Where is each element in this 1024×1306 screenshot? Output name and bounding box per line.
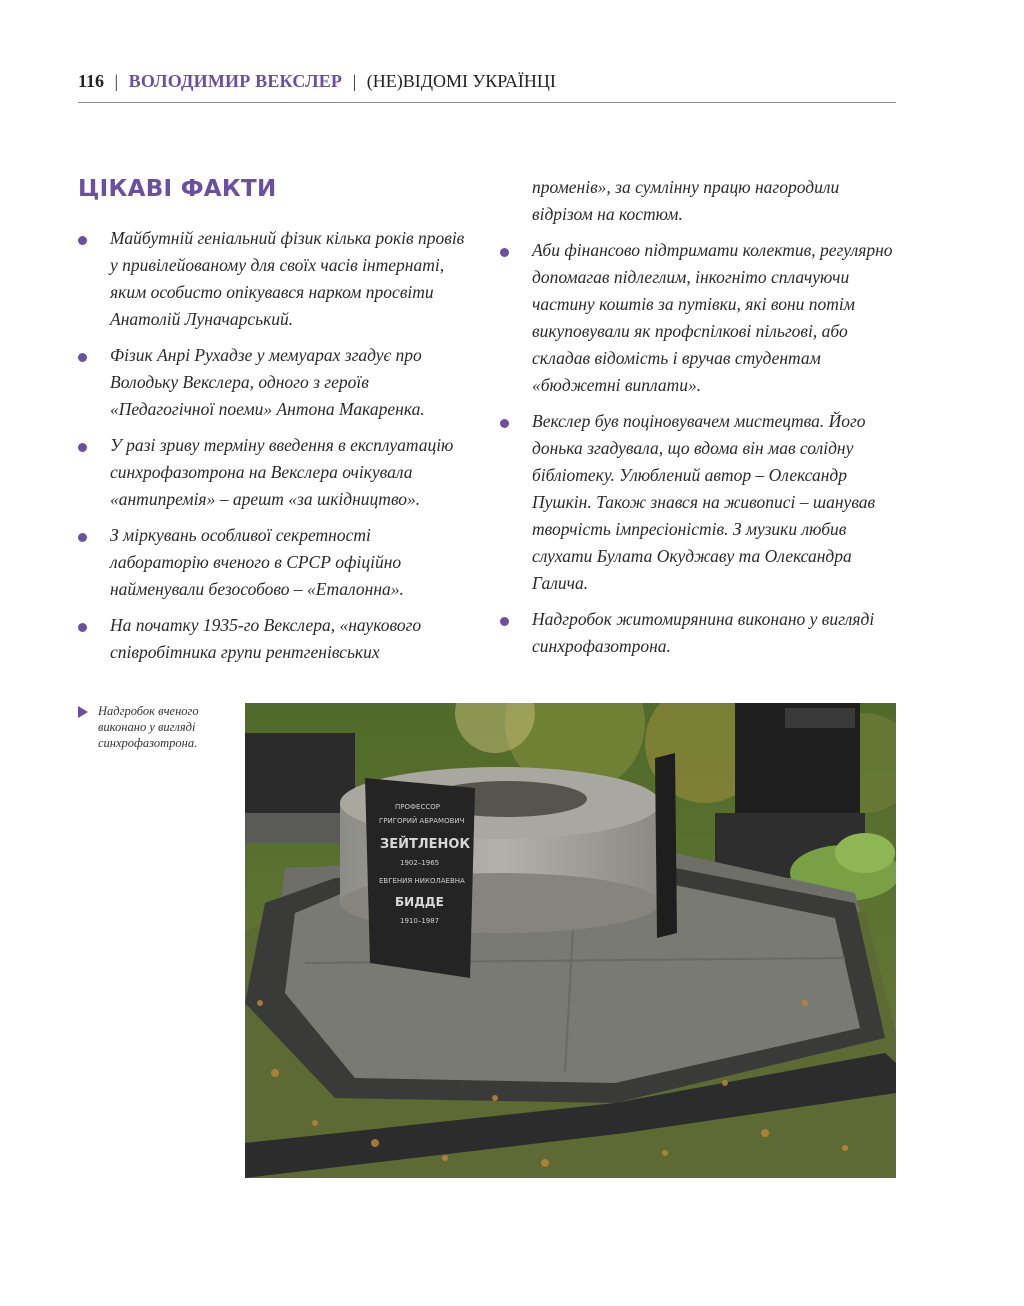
header-separator: | (114, 71, 119, 91)
running-header (78, 66, 896, 96)
header-separator: | (352, 71, 357, 91)
fact-text: Векслер був поціновувачем мистецтва. Його донька згадувала, що вдома він мав солідну бібліотеку. Улюблений автор – Олександр Пушкін. Також знався на живописі – шанував творчість імпресіоністів. З музики любив слухати Булата Окуджаву та Олександра Галича. (532, 411, 876, 593)
header-rule (78, 102, 896, 103)
plaque-line: ЕВГЕНИЯ НИКОЛАЕВНА (379, 877, 465, 885)
fact-text: У разі зриву терміну введення в експлуатацію синхрофазотрона на Векслера очікувала «антипремія» – арешт «за шкідництво». (110, 435, 454, 509)
header-series: (НЕ)ВІДОМІ УКРАЇНЦІ (366, 71, 556, 91)
fact-continuation: променів», за сумлінну працю нагородили відрізом на костюм. (532, 177, 840, 224)
plaque-line: БИДДЕ (395, 895, 444, 909)
tombstone-photo (245, 703, 896, 1178)
bullet-dot-icon (78, 353, 87, 362)
tombstone-illustration (245, 703, 896, 1178)
fact-text: Фізик Анрі Рухадзе у мемуарах згадує про Володьку Векслера, одного з героїв «Педагогічної поеми» Антона Макаренка. (110, 345, 425, 419)
page-number: 116 (78, 71, 105, 91)
fact-text: З міркувань особливої секретності лабораторію вченого в СРСР офіційно найменували безособово – «Еталонна». (110, 525, 404, 599)
fact-item (78, 432, 473, 513)
right-column (500, 174, 895, 669)
fact-text: Надгробок житомирянина виконано у вигляді синхрофазотрона. (532, 609, 875, 656)
figure-caption-block (78, 703, 233, 751)
fact-item (500, 237, 895, 399)
bullet-dot-icon (78, 533, 87, 542)
bullet-dot-icon (78, 623, 87, 632)
bullet-dot-icon (500, 248, 509, 257)
fact-item (500, 408, 895, 597)
plaque-line: 1910–1987 (400, 917, 440, 925)
header-author: ВОЛОДИМИР ВЕКСЛЕР (128, 71, 343, 91)
plaque-line: ГРИГОРИЙ АБРАМОВИЧ (379, 817, 465, 825)
fact-text: На початку 1935-го Векслера, «наукового співробітника групи рентгенівських (110, 615, 422, 662)
section-title: ЦІКАВІ ФАКТИ (78, 176, 277, 202)
plaque-line: ЗЕЙТЛЕНОК (380, 837, 471, 852)
left-column (78, 225, 473, 675)
figure-caption: Надгробок вченого виконано у вигляді синхрофазотрона. (98, 704, 199, 750)
bullet-dot-icon (500, 419, 509, 428)
fact-item (78, 225, 473, 333)
fact-item (78, 522, 473, 603)
triangle-right-icon (78, 706, 88, 718)
plaque-line: 1902–1965 (400, 859, 440, 867)
plaque-line: ПРОФЕССОР (395, 803, 440, 811)
fact-item (78, 612, 473, 666)
bullet-dot-icon (78, 236, 87, 245)
fact-item (500, 606, 895, 660)
fact-text: Аби фінансово підтримати колектив, регулярно допомагав підлеглим, інкогніто сплачуючи частину коштів за путівки, які вони потім викуповували як профспілкові пільгові, або складав відомість і вручав студентам «бюджетні виплати». (532, 240, 893, 395)
fact-text: Майбутній геніальний фізик кілька років провів у привілейованому для своїх часів інтернаті, яким особисто опікувався нарком просвіти Анатолій Луначарський. (110, 228, 465, 329)
fact-item (78, 342, 473, 423)
bullet-dot-icon (500, 617, 509, 626)
bullet-dot-icon (78, 443, 87, 452)
